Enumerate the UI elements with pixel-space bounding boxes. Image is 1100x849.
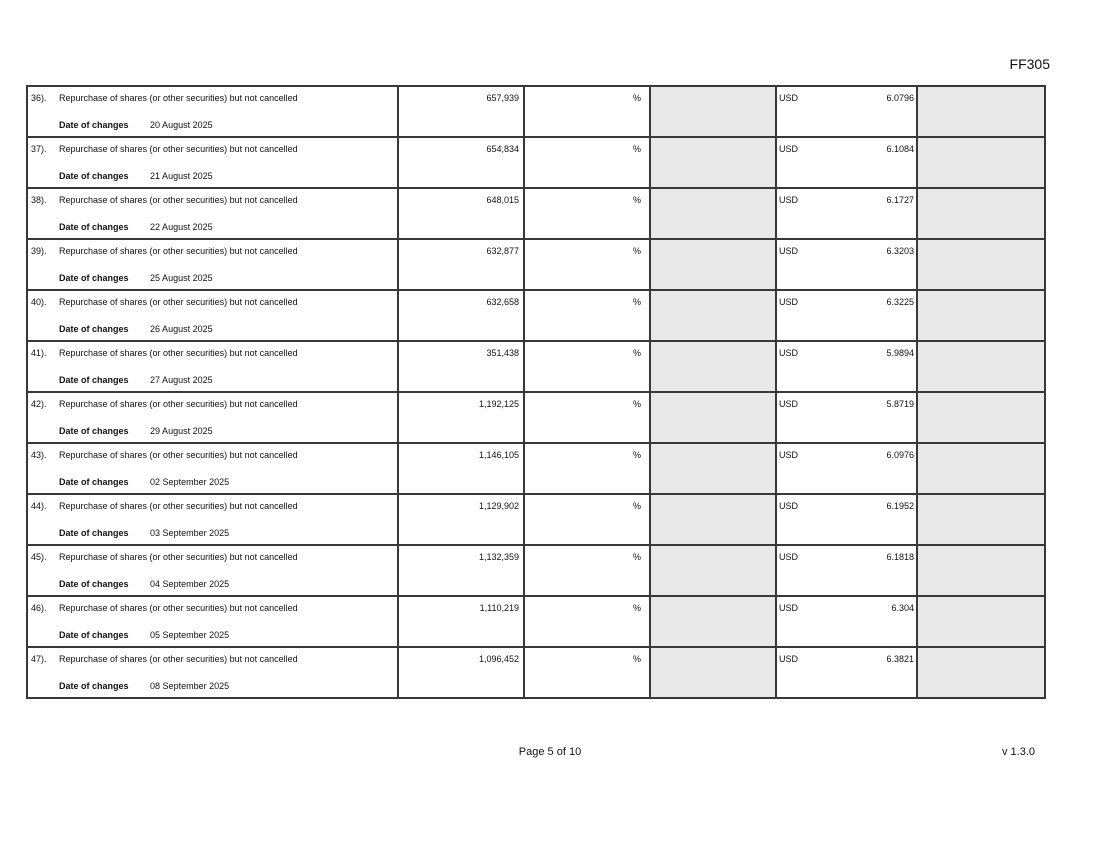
shares-count-cell [398,596,524,647]
currency-label: USD [779,552,799,562]
date-of-changes-value: 20 August 2025 [150,120,213,130]
description-line [28,342,397,359]
repurchase-table [26,85,1046,699]
blank-shaded-cell [650,137,776,188]
row-description: Repurchase of shares (or other securities) but not cancelled [59,348,298,358]
percent-symbol: % [632,501,641,511]
price-value: 6.1727 [886,195,914,205]
percent-symbol: % [632,93,641,103]
price-cell [776,494,917,545]
percent-symbol: % [632,399,641,409]
price-value: 6.0796 [886,93,914,103]
description-cell [27,545,398,596]
date-of-changes-label: Date of changes [59,630,129,640]
blank-shaded-cell [650,392,776,443]
date-of-changes-label: Date of changes [59,528,129,538]
blank-shaded-cell [917,137,1045,188]
description-line [28,240,397,257]
price-line [777,87,916,104]
date-of-changes-label: Date of changes [59,579,129,589]
description-line [28,444,397,461]
price-line [777,546,916,563]
shares-count-cell [398,443,524,494]
date-of-changes-value: 25 August 2025 [150,273,213,283]
description-line [28,138,397,155]
price-value: 6.1084 [886,144,914,154]
price-line [777,189,916,206]
shares-count-cell [398,494,524,545]
blank-shaded-cell [650,443,776,494]
blank-shaded-cell [650,494,776,545]
shares-count-value: 1,096,452 [478,654,519,664]
date-line [28,324,397,335]
blank-shaded-cell [917,392,1045,443]
price-cell [776,86,917,137]
shares-count-cell [398,188,524,239]
table-row [27,290,1045,341]
shares-count-value: 351,438 [486,348,519,358]
blank-shaded-cell [917,239,1045,290]
date-of-changes-value: 04 September 2025 [150,579,230,589]
blank-shaded-cell [650,596,776,647]
date-of-changes-label: Date of changes [59,171,129,181]
percent-symbol: % [632,297,641,307]
currency-label: USD [779,246,799,256]
shares-count-cell [398,86,524,137]
row-number: 38). [31,195,47,205]
blank-shaded-cell [650,239,776,290]
date-of-changes-label: Date of changes [59,375,129,385]
row-description: Repurchase of shares (or other securities) but not cancelled [59,552,298,562]
table-row [27,494,1045,545]
row-number: 39). [31,246,47,256]
date-line [28,681,397,692]
description-cell [27,647,398,698]
price-line [777,240,916,257]
row-description: Repurchase of shares (or other securities) but not cancelled [59,246,298,256]
price-value: 6.304 [891,603,914,613]
currency-label: USD [779,144,799,154]
price-cell [776,188,917,239]
date-of-changes-label: Date of changes [59,681,129,691]
date-of-changes-value: 26 August 2025 [150,324,213,334]
date-of-changes-value: 08 September 2025 [150,681,230,691]
date-of-changes-value: 22 August 2025 [150,222,213,232]
percent-cell [524,341,650,392]
description-line [28,597,397,614]
table-row [27,392,1045,443]
percent-symbol: % [632,603,641,613]
blank-shaded-cell [917,188,1045,239]
price-value: 6.3225 [886,297,914,307]
row-number: 46). [31,603,47,613]
price-line [777,495,916,512]
price-line [777,393,916,410]
currency-label: USD [779,93,799,103]
shares-count-value: 648,015 [486,195,519,205]
date-of-changes-value: 21 August 2025 [150,171,213,181]
date-of-changes-label: Date of changes [59,426,129,436]
blank-shaded-cell [917,545,1045,596]
shares-count-cell [398,239,524,290]
price-cell [776,545,917,596]
date-of-changes-label: Date of changes [59,324,129,334]
date-line [28,528,397,539]
shares-count-cell [398,341,524,392]
form-code-label: FF305 [1009,56,1050,72]
price-line [777,597,916,614]
description-cell [27,86,398,137]
row-description: Repurchase of shares (or other securities) but not cancelled [59,399,298,409]
percent-cell [524,443,650,494]
table-row [27,443,1045,494]
row-description: Repurchase of shares (or other securities) but not cancelled [59,501,298,511]
description-cell [27,239,398,290]
percent-cell [524,188,650,239]
price-value: 6.0976 [886,450,914,460]
blank-shaded-cell [917,290,1045,341]
price-value: 5.8719 [886,399,914,409]
blank-shaded-cell [917,341,1045,392]
price-cell [776,137,917,188]
date-line [28,171,397,182]
blank-shaded-cell [917,86,1045,137]
price-cell [776,239,917,290]
price-value: 6.3821 [886,654,914,664]
shares-count-value: 1,192,125 [478,399,519,409]
table-row [27,341,1045,392]
table-row [27,188,1045,239]
price-cell [776,596,917,647]
blank-shaded-cell [650,647,776,698]
description-cell [27,443,398,494]
shares-count-value: 632,658 [486,297,519,307]
row-number: 43). [31,450,47,460]
description-cell [27,494,398,545]
date-of-changes-label: Date of changes [59,222,129,232]
blank-shaded-cell [650,188,776,239]
price-cell [776,290,917,341]
row-number: 47). [31,654,47,664]
row-number: 40). [31,297,47,307]
price-line [777,291,916,308]
currency-label: USD [779,450,799,460]
blank-shaded-cell [650,86,776,137]
description-cell [27,290,398,341]
price-line [777,444,916,461]
price-line [777,342,916,359]
version-label: v 1.3.0 [1001,746,1035,758]
shares-count-cell [398,290,524,341]
blank-shaded-cell [650,341,776,392]
price-line [777,138,916,155]
date-line [28,273,397,284]
currency-label: USD [779,501,799,511]
row-description: Repurchase of shares (or other securities) but not cancelled [59,603,298,613]
percent-cell [524,596,650,647]
percent-symbol: % [632,348,641,358]
description-cell [27,137,398,188]
shares-count-cell [398,647,524,698]
table-row [27,545,1045,596]
percent-symbol: % [632,654,641,664]
description-line [28,291,397,308]
row-number: 42). [31,399,47,409]
percent-cell [524,545,650,596]
date-of-changes-label: Date of changes [59,477,129,487]
row-description: Repurchase of shares (or other securities) but not cancelled [59,297,298,307]
date-of-changes-value: 03 September 2025 [150,528,230,538]
currency-label: USD [779,348,799,358]
row-number: 44). [31,501,47,511]
currency-label: USD [779,603,799,613]
percent-cell [524,494,650,545]
shares-count-value: 632,877 [486,246,519,256]
date-line [28,579,397,590]
percent-cell [524,86,650,137]
price-value: 5.9894 [886,348,914,358]
percent-cell [524,290,650,341]
description-cell [27,341,398,392]
shares-count-cell [398,545,524,596]
row-number: 36). [31,93,47,103]
date-of-changes-value: 29 August 2025 [150,426,213,436]
blank-shaded-cell [917,596,1045,647]
row-description: Repurchase of shares (or other securities) but not cancelled [59,450,298,460]
description-line [28,648,397,665]
shares-count-value: 657,939 [486,93,519,103]
row-number: 41). [31,348,47,358]
description-line [28,546,397,563]
date-of-changes-value: 02 September 2025 [150,477,230,487]
description-line [28,87,397,104]
percent-cell [524,392,650,443]
row-description: Repurchase of shares (or other securities) but not cancelled [59,93,298,103]
date-of-changes-label: Date of changes [59,273,129,283]
price-value: 6.1818 [886,552,914,562]
table-row [27,239,1045,290]
currency-label: USD [779,195,799,205]
currency-label: USD [779,399,799,409]
price-cell [776,341,917,392]
description-line [28,189,397,206]
percent-cell [524,137,650,188]
description-line [28,495,397,512]
percent-symbol: % [632,144,641,154]
percent-symbol: % [632,552,641,562]
shares-count-value: 1,132,359 [478,552,519,562]
date-line [28,120,397,131]
shares-count-value: 654,834 [486,144,519,154]
shares-count-value: 1,146,105 [478,450,519,460]
blank-shaded-cell [650,545,776,596]
row-number: 37). [31,144,47,154]
currency-label: USD [779,297,799,307]
price-value: 6.1952 [886,501,914,511]
row-description: Repurchase of shares (or other securities) but not cancelled [59,195,298,205]
price-cell [776,647,917,698]
table-row [27,647,1045,698]
date-of-changes-value: 05 September 2025 [150,630,230,640]
percent-symbol: % [632,246,641,256]
percent-symbol: % [632,450,641,460]
shares-count-cell [398,137,524,188]
row-number: 45). [31,552,47,562]
table-row [27,137,1045,188]
price-value: 6.3203 [886,246,914,256]
date-line [28,477,397,488]
row-description: Repurchase of shares (or other securities) but not cancelled [59,654,298,664]
currency-label: USD [779,654,799,664]
blank-shaded-cell [917,443,1045,494]
repurchase-table-body [27,86,1045,698]
shares-count-value: 1,129,902 [478,501,519,511]
price-cell [776,443,917,494]
percent-cell [524,239,650,290]
description-cell [27,596,398,647]
price-line [777,648,916,665]
date-line [28,375,397,386]
date-of-changes-value: 27 August 2025 [150,375,213,385]
description-line [28,393,397,410]
shares-count-cell [398,392,524,443]
percent-symbol: % [632,195,641,205]
price-cell [776,392,917,443]
blank-shaded-cell [650,290,776,341]
table-row [27,596,1045,647]
page-number-label: Page 5 of 10 [518,746,582,758]
percent-cell [524,647,650,698]
description-cell [27,392,398,443]
row-description: Repurchase of shares (or other securities) but not cancelled [59,144,298,154]
date-line [28,426,397,437]
date-of-changes-label: Date of changes [59,120,129,130]
shares-count-value: 1,110,219 [479,603,519,613]
blank-shaded-cell [917,647,1045,698]
date-line [28,630,397,641]
table-row [27,86,1045,137]
blank-shaded-cell [917,494,1045,545]
description-cell [27,188,398,239]
date-line [28,222,397,233]
